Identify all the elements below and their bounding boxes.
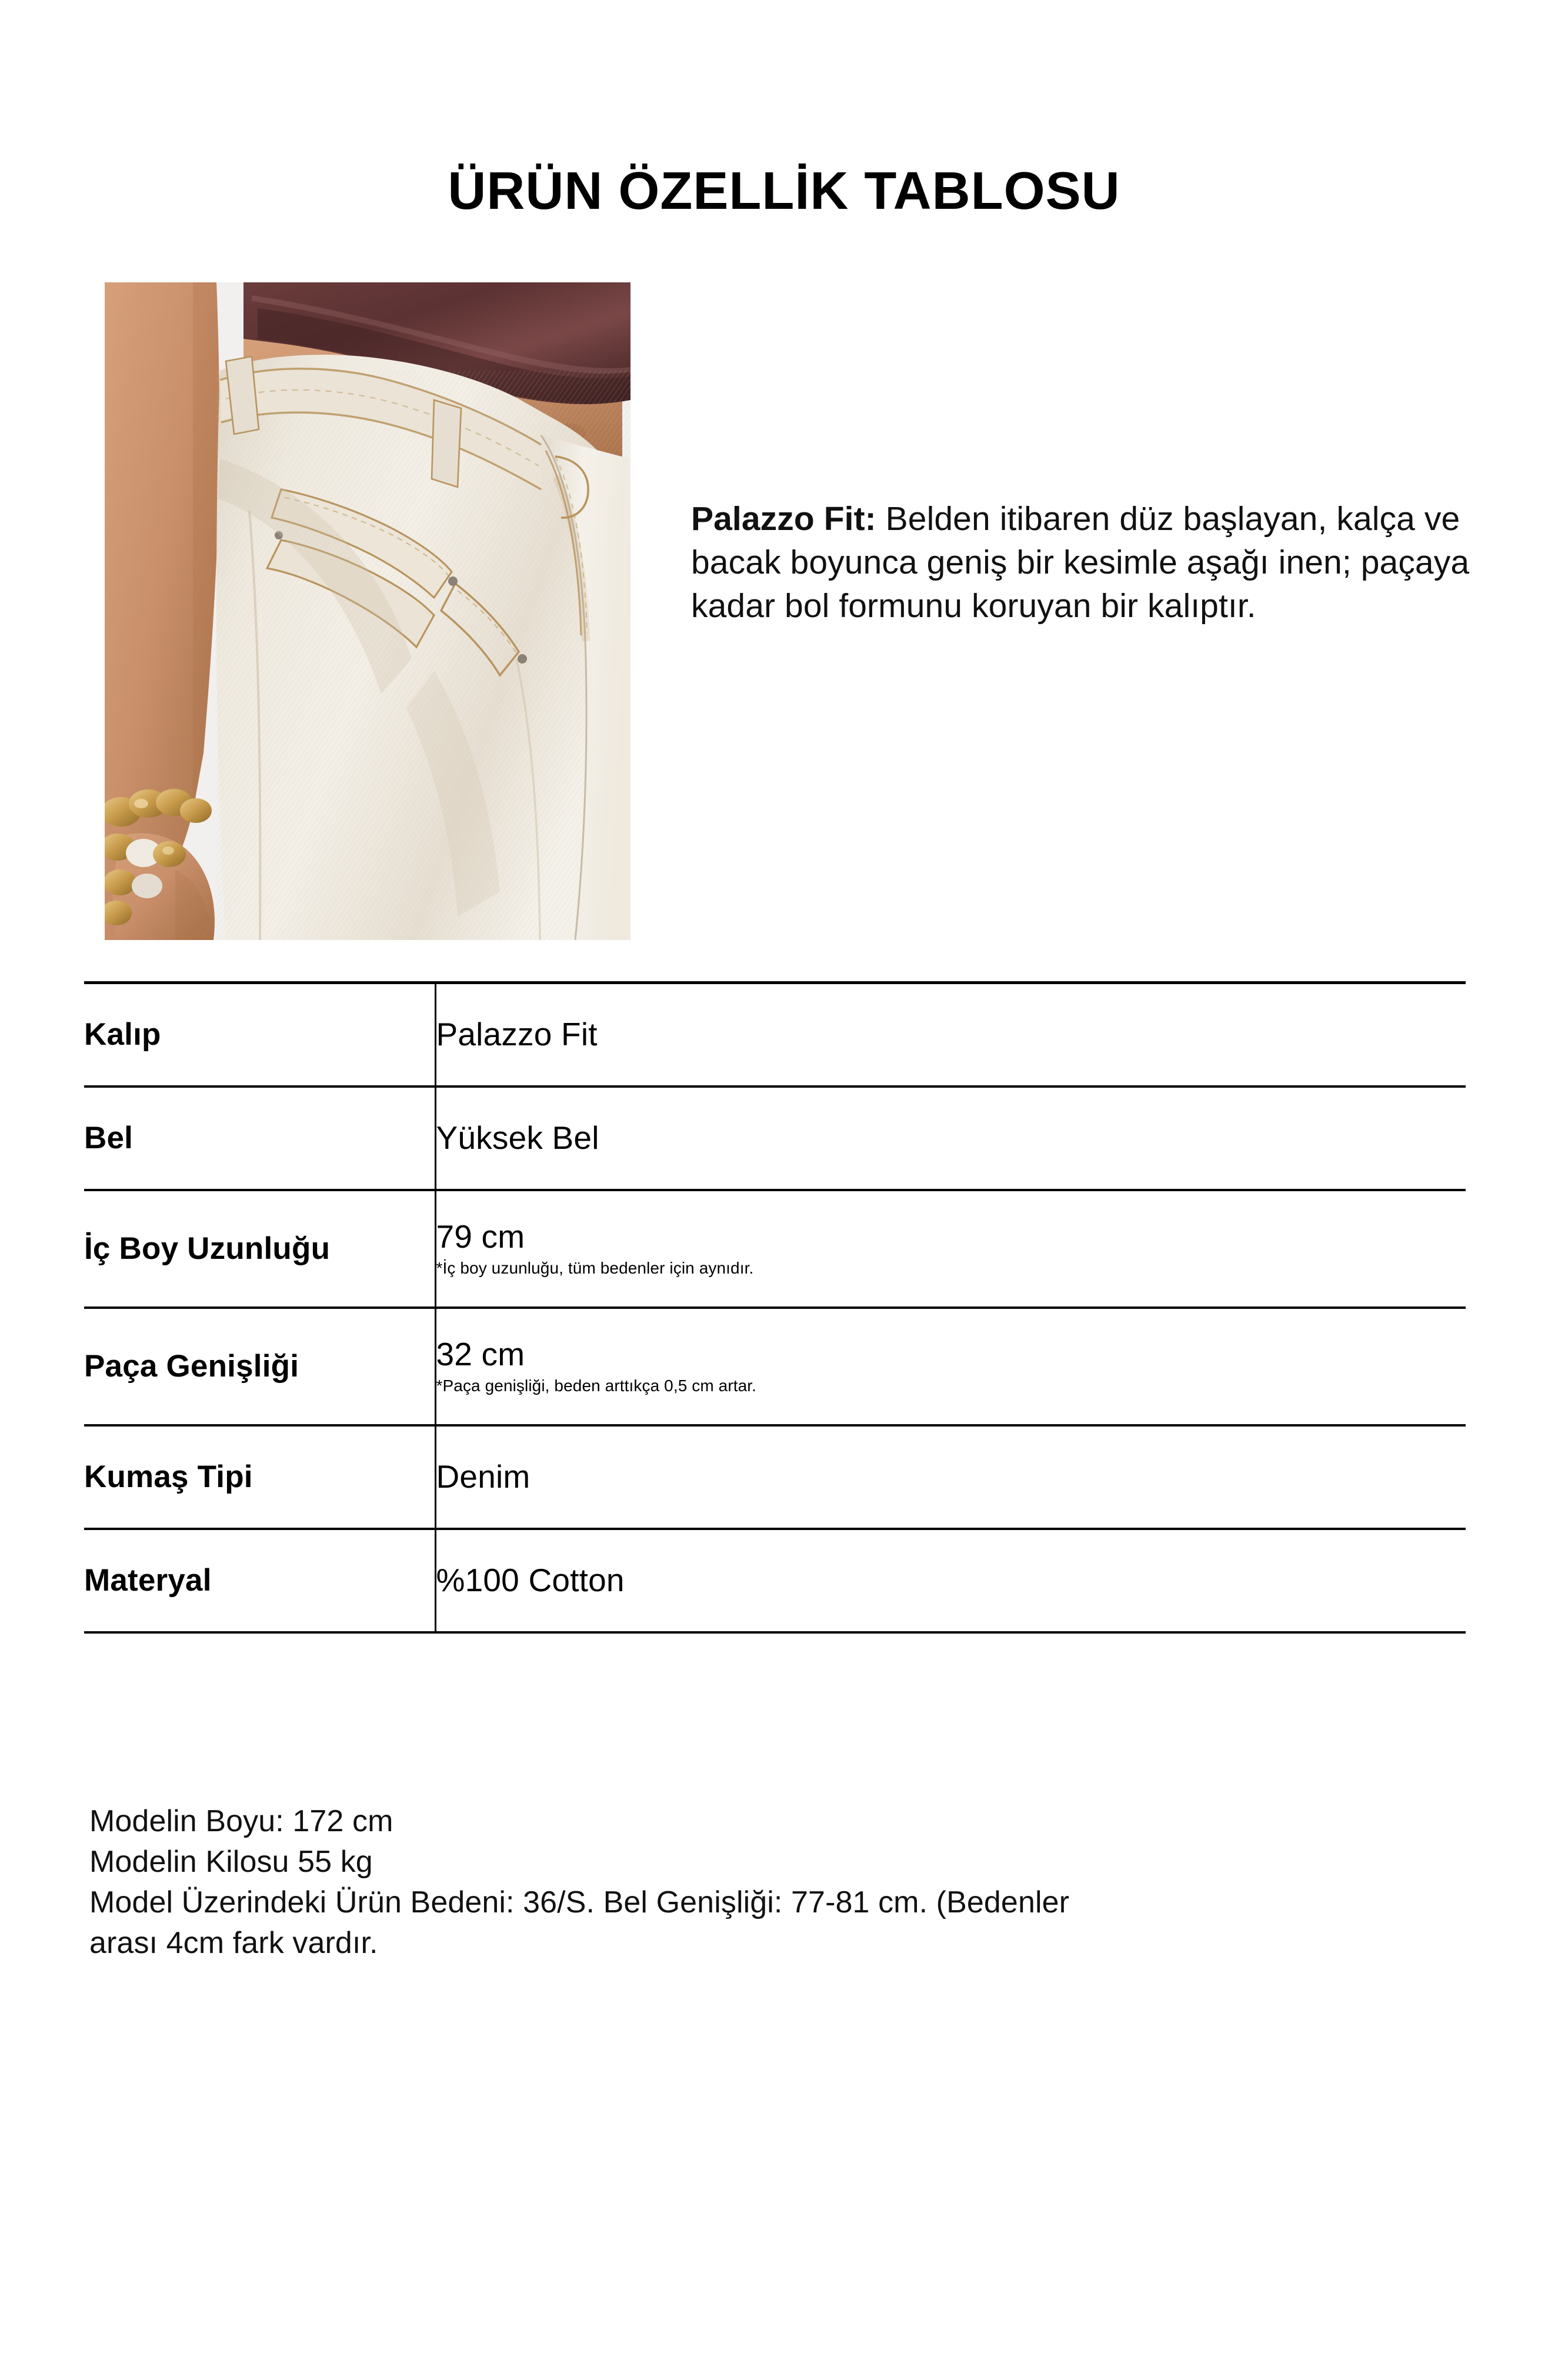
- table-row: [84, 1425, 1466, 1529]
- spec-value-note: *İç boy uzunluğu, tüm bedenler için aynıdır.: [436, 1258, 754, 1277]
- product-photo: [105, 282, 630, 940]
- spec-value-note: *Paça genişliği, beden arttıkça 0,5 cm artar.: [436, 1376, 757, 1395]
- model-size-line-continued: arası 4cm fark vardır.: [89, 1926, 378, 1961]
- spec-value-materyal: [435, 1529, 1466, 1632]
- description-body: Belden itibaren düz başlayan, kalça ve bacak boyunca geniş bir kesimle aşağı inen; paçaya kadar bol formunu koruyan bir kalıptır.: [691, 500, 1470, 625]
- spec-value-text: 79 cm: [436, 1218, 525, 1255]
- model-height-line: Modelin Boyu: 172 cm: [89, 1804, 393, 1838]
- description-lead: Palazzo Fit:: [691, 500, 876, 538]
- spec-label-materyal: Materyal: [84, 1529, 435, 1632]
- spec-value-text: %100 Cotton: [436, 1561, 625, 1598]
- spec-value-bel: [435, 1086, 1466, 1190]
- spec-label-kalip: Kalıp: [84, 983, 435, 1086]
- spec-value-kalip: [435, 983, 1466, 1086]
- spec-label-paca-genisligi: Paça Genişliği: [84, 1308, 435, 1425]
- spec-label-kumas-tipi: Kumaş Tipi: [84, 1425, 435, 1529]
- spec-label-bel: Bel: [84, 1086, 435, 1190]
- table-row: [84, 1086, 1466, 1190]
- spec-value-paca-genisligi: [435, 1308, 1466, 1425]
- spec-value-text: Yüksek Bel: [436, 1119, 599, 1156]
- table-row: [84, 1308, 1466, 1425]
- table-row: [84, 983, 1466, 1086]
- spec-value-text: 32 cm: [436, 1336, 525, 1373]
- product-photo-illustration: [105, 282, 630, 940]
- spec-value-text: Denim: [436, 1458, 531, 1495]
- hero-section: [105, 282, 1488, 941]
- model-weight-line: Modelin Kilosu 55 kg: [89, 1845, 373, 1879]
- spec-value-ic-boy-uzunlugu: [435, 1190, 1466, 1308]
- spec-value-text: Palazzo Fit: [436, 1015, 598, 1052]
- product-spec-table: [84, 981, 1466, 1634]
- table-row: [84, 1190, 1466, 1308]
- page-title: ÜRÜN ÖZELLİK TABLOSU: [448, 162, 1120, 221]
- product-description: [691, 497, 1488, 628]
- spec-label-ic-boy-uzunlugu: İç Boy Uzunluğu: [84, 1190, 435, 1308]
- table-row: [84, 1529, 1466, 1632]
- model-size-line: Model Üzerindeki Ürün Bedeni: 36/S. Bel Genişliği: 77-81 cm. (Bedenler: [89, 1885, 1070, 1920]
- model-info-block: [89, 1801, 1442, 1964]
- spec-value-kumas-tipi: [435, 1425, 1466, 1529]
